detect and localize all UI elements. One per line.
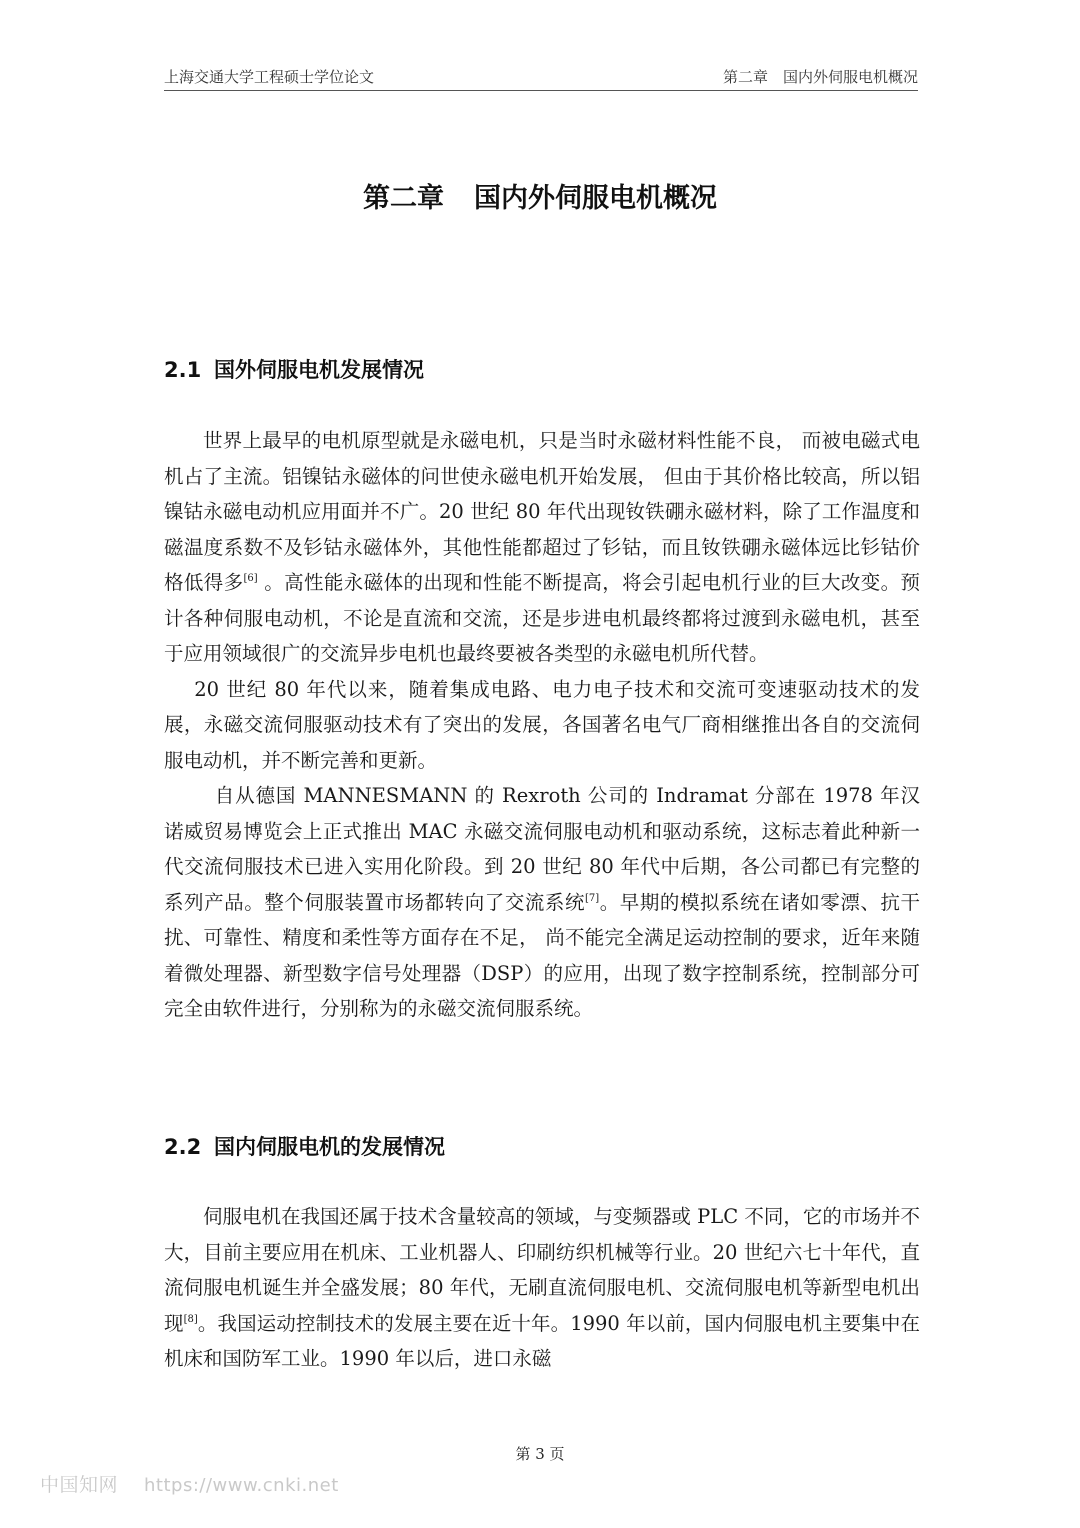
paragraph-text: 20 世纪 80 年代以来，随着集成电路、电力电子技术和交流可变速驱动技术的发展，永磁交流伺服驱动技术有了突出的发展，各国著名电气厂商相继推出各自的交流伺服电动机，并不断完善和更新。	[164, 677, 920, 772]
paragraph-text: 世界上最早的电机原型就是永磁电机，只是当时永磁材料性能不良， 而被电磁式电机占了主流。铝镍钴永磁体的问世使永磁电机开始发展， 但由于其价格比较高，所以铝镍钴永磁电动机应用面并不广。20 世纪 80 年代出现钕铁硼永磁材料，除了工作温度和磁温度系数不及钐钴永磁体外，其他性能都超过了钐钴，而且钕铁硼永磁体远比钐钴价格低得多	[164, 429, 920, 594]
running-header	[164, 66, 918, 87]
chapter-title	[0, 176, 1080, 215]
watermark-brand: 中国知网	[40, 1474, 119, 1496]
chapter-number: 第二章	[363, 183, 444, 214]
paragraph-text: 自从德国 MANNESMANN 的 Rexroth 公司的 Indramat 分部在 1978 年汉诺威贸易博览会上正式推出 MAC 永磁交流伺服电动机和驱动系统，这标志着此种新一代交流伺服技术已进入实用化阶段。到 20 世纪 80 年代中后期，各公司都已有完整的系列产品。整个伺服装置市场都转向了交流系统	[164, 784, 920, 914]
header-rule	[164, 90, 918, 91]
section-title: 国内伺服电机的发展情况	[214, 1135, 445, 1159]
citation-marker: [7]	[585, 892, 600, 904]
section-2-2-body	[164, 1199, 920, 1377]
section-number: 2.1	[164, 358, 202, 382]
paragraph	[164, 1199, 920, 1377]
paragraph-text: 。高性能永磁体的出现和性能不断提高，将会引起电机行业的巨大改变。预计各种伺服电动机，不论是直流和交流，还是步进电机最终都将过渡到永磁电机，甚至于应用领域很广的交流异步电机也最终要被各类型的永磁电机所代替。	[164, 571, 920, 665]
cnki-watermark	[40, 1470, 339, 1497]
paragraph	[164, 672, 920, 779]
paragraph	[164, 423, 920, 672]
chapter-name: 国内外伺服电机概况	[474, 183, 717, 214]
section-2-1-body	[164, 423, 920, 1027]
header-thesis-title: 上海交通大学工程硕士学位论文	[164, 68, 375, 86]
paragraph-text: 。早期的模拟系统在诸如零漂、抗干扰、可靠性、精度和柔性等方面存在不足， 尚不能完全满足运动控制的要求，近年来随着微处理器、新型数字信号处理器（DSP）的应用，出现了数字控制系统，控制部分可完全由软件进行，分别称为的永磁交流伺服系统。	[164, 890, 920, 1020]
citation-marker: [6]	[243, 573, 258, 584]
section-heading-2-1	[164, 354, 424, 384]
section-title: 国外伺服电机发展情况	[214, 358, 424, 382]
section-number: 2.2	[164, 1135, 202, 1159]
page-number: 第 3 页	[515, 1445, 565, 1463]
header-chapter-title: 第二章 国内外伺服电机概况	[722, 68, 918, 86]
citation-marker: [8]	[183, 1313, 198, 1325]
section-heading-2-2	[164, 1131, 445, 1161]
watermark-url: https://www.cnki.net	[144, 1475, 339, 1496]
paragraph	[164, 778, 920, 1027]
paragraph-text: 。我国运动控制技术的发展主要在近十年。1990 年以前，国内伺服电机主要集中在机床和国防军工业。1990 年以后，进口永磁	[164, 1311, 920, 1370]
paragraph-text: 伺服电机在我国还属于技术含量较高的领域，与变频器或 PLC 不同，它的市场并不大，目前主要应用在机床、工业机器人、印刷纺织机械等行业。20 世纪六七十年代，直流伺服电机诞生并全盛发展；80 年代，无刷直流伺服电机、交流伺服电机等新型电机出现	[164, 1205, 920, 1335]
